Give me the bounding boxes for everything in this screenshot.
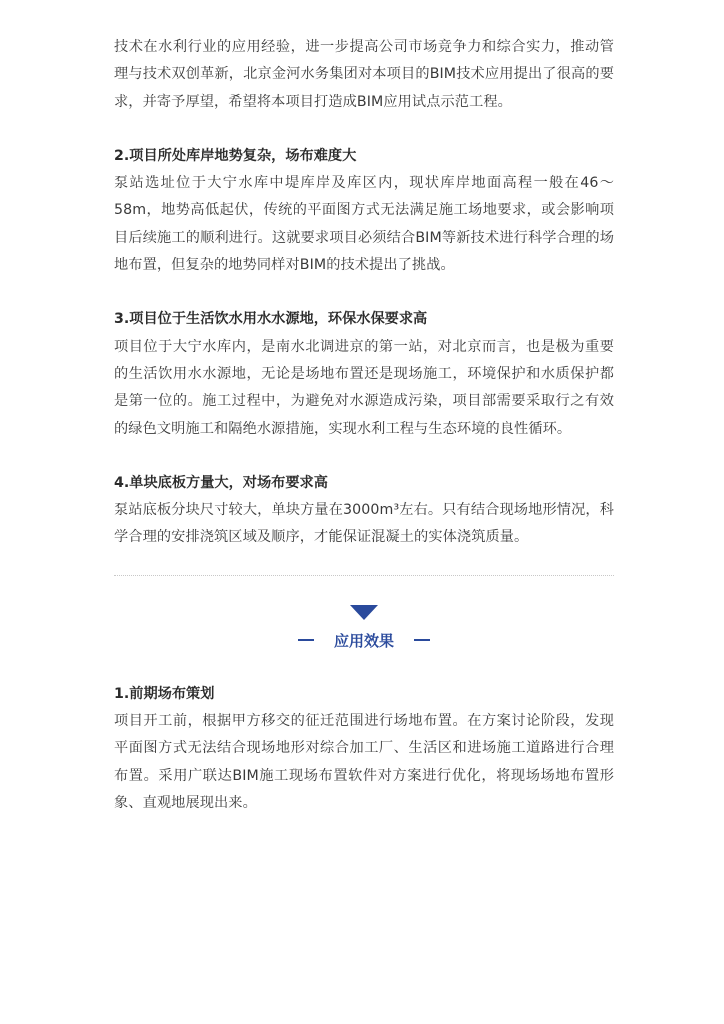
section-marker (114, 605, 614, 620)
article-content (114, 34, 614, 817)
section-body: 项目开工前，根据甲方移交的征迁范围进行场地布置。在方案讨论阶段，发现平面图方式无法结合现场地形对综合加工厂、生活区和进场施工道路进行合理布置。采用广联达BIM施工现场布置软件对方案进行优化，将现场场地布置形象、直观地展现出来。 (114, 713, 614, 811)
title-dash-right (414, 639, 430, 641)
section-heading: 2.项目所处库岸地势复杂，场布难度大 (114, 147, 357, 164)
intro-paragraph: 技术在水利行业的应用经验，进一步提高公司市场竞争力和综合实力，推动管理与技术双创革新，北京金河水务集团对本项目的BIM技术应用提出了很高的要求，并寄予厚望，希望将本项目打造成BIM应用试点示范工程。 (114, 39, 614, 110)
section-slab (114, 470, 614, 552)
section-site-planning (114, 681, 614, 817)
dotted-divider (114, 575, 614, 576)
section-body: 项目位于大宁水库内，是南水北调进京的第一站，对北京而言，也是极为重要的生活饮用水水源地，无论是场地布置还是现场施工，环境保护和水质保护都是第一位的。施工过程中，为避免对水源造成污染，项目部需要采取行之有效的绿色文明施工和隔绝水源措施，实现水利工程与生态环境的良性循环。 (114, 338, 614, 437)
section-terrain (114, 143, 614, 279)
effect-section-title (114, 630, 614, 651)
section-body: 泵站底板分块尺寸较大，单块方量在3000m³左右。只有结合现场地形情况，科学合理的安排浇筑区域及顺序，才能保证混凝土的实体浇筑质量。 (114, 502, 614, 546)
effect-title-text: 应用效果 (333, 631, 394, 650)
section-heading: 1.前期场布策划 (114, 685, 215, 702)
section-body: 泵站选址位于大宁水库中堤库岸及库区内，现状库岸地面高程一般在46～58m，地势高低起伏，传统的平面图方式无法满足施工场地要求，或会影响项目后续施工的顺利进行。这就要求项目必须结合BIM等新技术进行科学合理的场地布置，但复杂的地势同样对BIM的技术提出了挑战。 (114, 175, 614, 274)
section-heading: 4.单块底板方量大，对场布要求高 (114, 474, 328, 491)
section-environment (114, 306, 614, 442)
section-heading: 3.项目位于生活饮水用水水源地，环保水保要求高 (114, 311, 428, 328)
down-triangle-icon (350, 605, 378, 620)
title-dash-left (298, 639, 314, 641)
